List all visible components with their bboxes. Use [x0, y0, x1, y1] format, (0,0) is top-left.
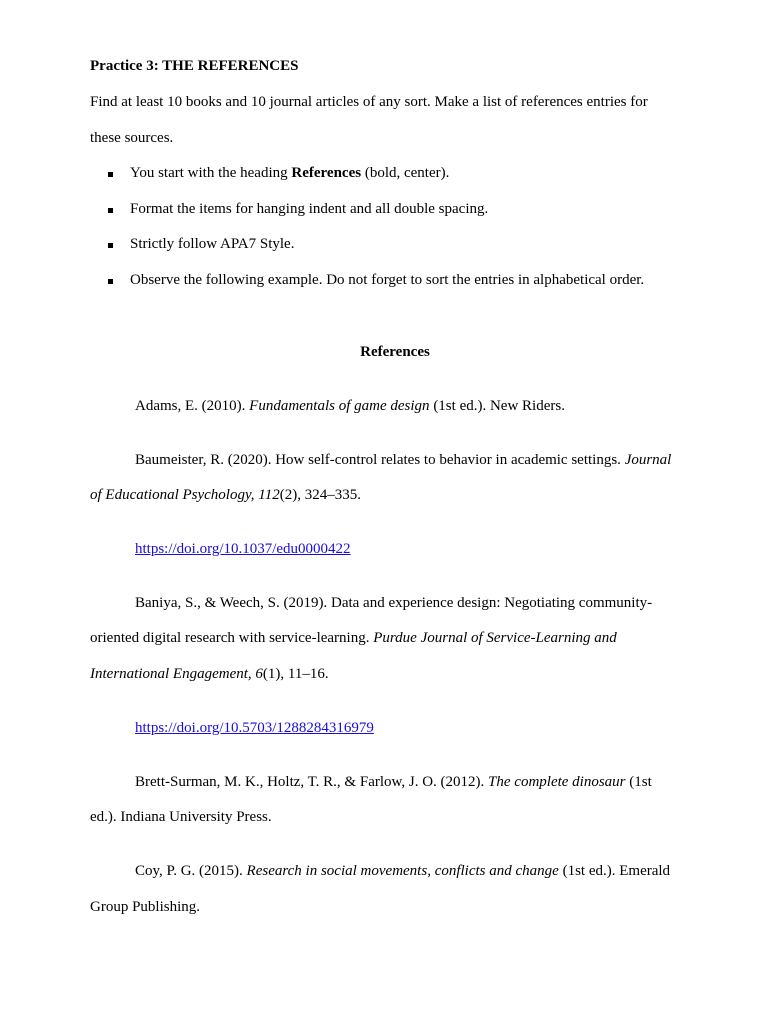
reference-entry-baniya-line-2: oriented digital research with service-learning. Purdue Journal of Service-Learning and: [90, 630, 617, 646]
doi-link-baniya[interactable]: https://doi.org/10.5703/1288284316979: [135, 720, 374, 736]
reference-entry-adams: Adams, E. (2010). Fundamentals of game design (1st ed.). New Riders.: [135, 398, 565, 414]
reference-entry-baumeister-line-2: of Educational Psychology, 112(2), 324–335.: [90, 487, 361, 503]
references-heading: References: [360, 344, 430, 360]
doi-link-baumeister[interactable]: https://doi.org/10.1037/edu0000422: [135, 541, 351, 557]
practice-title: Practice 3: THE REFERENCES: [90, 58, 299, 74]
square-bullet-icon: [108, 172, 113, 177]
square-bullet-icon: [108, 208, 113, 213]
reference-entry-baniya-line-3: International Engagement, 6(1), 11–16.: [90, 666, 329, 682]
square-bullet-icon: [108, 243, 113, 248]
bold-references-word: References: [291, 165, 362, 181]
reference-entry-baniya-line-1: Baniya, S., & Weech, S. (2019). Data and experience design: Negotiating community-: [135, 595, 653, 611]
reference-entry-coy-line-2: Group Publishing.: [90, 899, 201, 915]
reference-entry-baumeister-line-1: Baumeister, R. (2020). How self-control relates to behavior in academic settings. Journal: [135, 452, 672, 468]
square-bullet-icon: [108, 279, 113, 284]
reference-entry-brett-surman-line-2: ed.). Indiana University Press.: [90, 809, 272, 825]
intro-line-1: Find at least 10 books and 10 journal articles of any sort. Make a list of references entries for: [90, 94, 648, 110]
reference-entry-brett-surman-line-1: Brett-Surman, M. K., Holtz, T. R., & Farlow, J. O. (2012). The complete dinosaur (1st: [135, 774, 652, 790]
reference-entry-coy-line-1: Coy, P. G. (2015). Research in social movements, conflicts and change (1st ed.). Emerald: [135, 863, 671, 879]
intro-line-2: these sources.: [90, 130, 174, 146]
